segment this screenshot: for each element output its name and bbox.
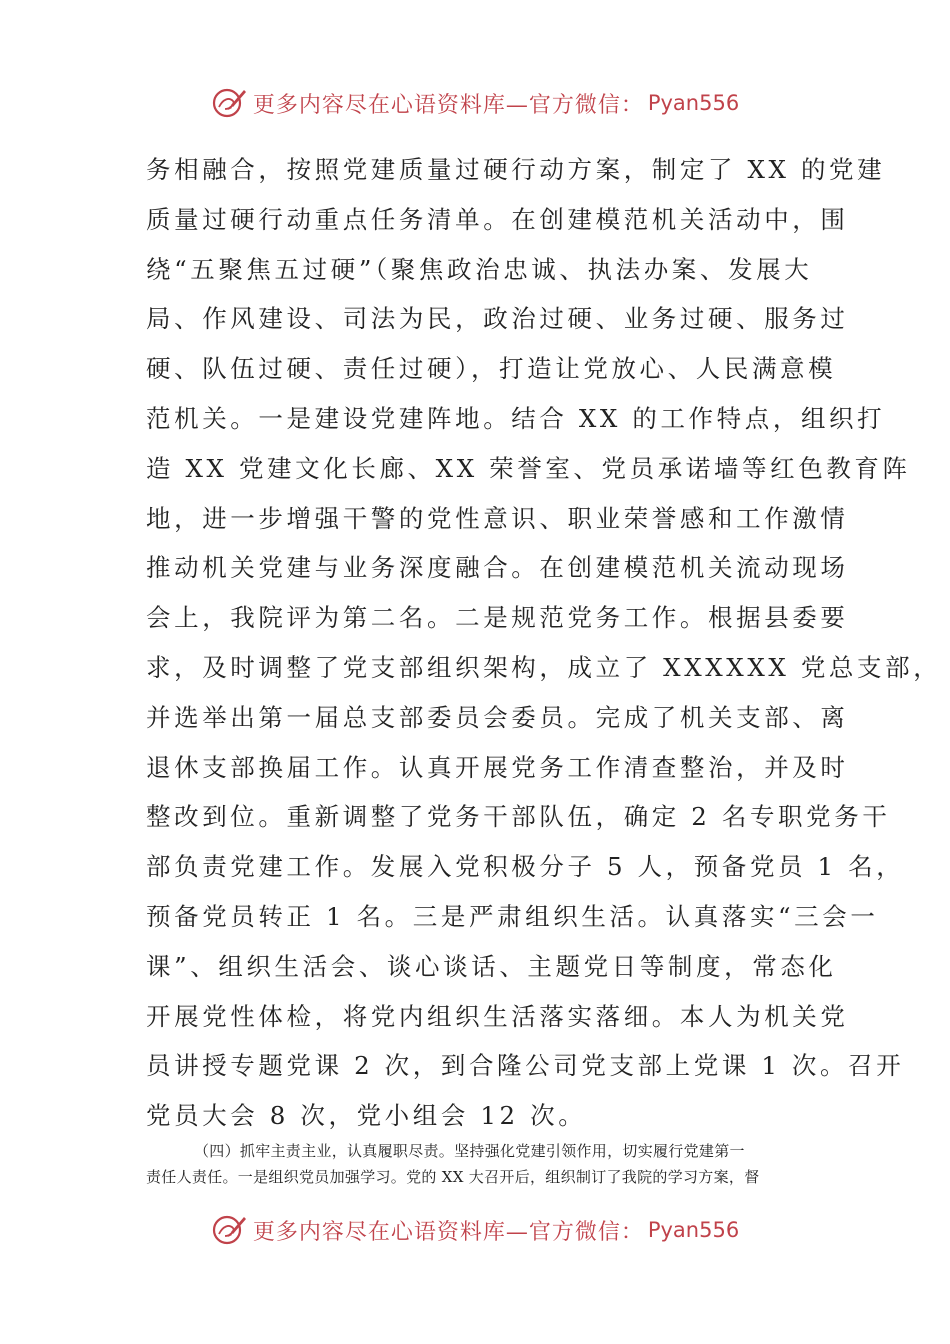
text-line: 会上，我院评为第二名。二是规范党务工作。根据县委要 bbox=[146, 603, 849, 633]
text-line: 绕“五聚焦五过硬”（聚焦政治忠诚、执法办案、发展大 bbox=[146, 254, 813, 284]
text-line: 局、作风建设、司法为民，政治过硬、业务过硬、服务过 bbox=[146, 304, 849, 334]
watermark-text: 更多内容尽在心语资料库—官方微信： bbox=[252, 1219, 644, 1245]
body-paragraph bbox=[146, 145, 942, 1141]
text-line: 并选举出第一届总支部委员会委员。完成了机关支部、离 bbox=[146, 702, 849, 732]
watermark-text: 更多内容尽在心语资料库—官方微信： bbox=[252, 92, 644, 118]
text-line: （四）抓牢主责主业，认真履职尽责。坚持强化党建引领作用，切实履行党建第一 bbox=[194, 1142, 745, 1160]
text-line: 硬、队伍过硬、责任过硬），打造让党放心、人民满意模 bbox=[146, 354, 837, 384]
footer-watermark bbox=[0, 1208, 950, 1252]
text-line: 退休支部换届工作。认真开展党务工作清查整治，并及时 bbox=[146, 752, 849, 782]
text-line: 造 XX 党建文化长廊、XX 荣誉室、党员承诺墙等红色教育阵 bbox=[146, 453, 911, 483]
text-line: 范机关。一是建设党建阵地。结合 XX 的工作特点，组织打 bbox=[146, 403, 886, 433]
text-line: 整改到位。重新调整了党务干部队伍，确定 2 名专职党务干 bbox=[146, 802, 891, 832]
text-line: 部负责党建工作。发展入党积极分子 5 人，预备党员 1 名， bbox=[146, 852, 905, 882]
pen-logo-icon bbox=[211, 1212, 247, 1248]
text-line: 地，进一步增强干警的党性意识、职业荣誉感和工作激情 bbox=[146, 503, 849, 533]
text-line: 开展党性体检，将党内组织生活落实落细。本人为机关党 bbox=[146, 1001, 849, 1031]
header-watermark bbox=[0, 81, 950, 125]
text-line: 求，及时调整了党支部组织架构，成立了 XXXXXX 党总支部， bbox=[146, 652, 942, 682]
watermark-wechat-id: Pyan556 bbox=[647, 1218, 740, 1242]
text-line: 课”、组织生活会、谈心谈话、主题党日等制度，常态化 bbox=[146, 951, 837, 981]
watermark-wechat-id: Pyan556 bbox=[647, 91, 740, 115]
text-line: 推动机关党建与业务深度融合。在创建模范机关流动现场 bbox=[146, 553, 849, 583]
text-line: 质量过硬行动重点任务清单。在创建模范机关活动中，围 bbox=[146, 204, 849, 234]
pen-logo-icon bbox=[211, 85, 247, 121]
text-line: 责任人责任。一是组织党员加强学习。党的 XX 大召开后，组织制订了我院的学习方案，督 bbox=[146, 1168, 760, 1186]
section-four-paragraph bbox=[146, 1138, 816, 1190]
text-line: 员讲授专题党课 2 次，到合隆公司党支部上党课 1 次。召开 bbox=[146, 1051, 905, 1081]
text-line: 务相融合，按照党建质量过硬行动方案，制定了 XX 的党建 bbox=[146, 155, 886, 184]
text-line: 党员大会 8 次，党小组会 12 次。 bbox=[146, 1101, 587, 1131]
text-line: 预备党员转正 1 名。三是严肃组织生活。认真落实“三会一 bbox=[146, 901, 879, 931]
